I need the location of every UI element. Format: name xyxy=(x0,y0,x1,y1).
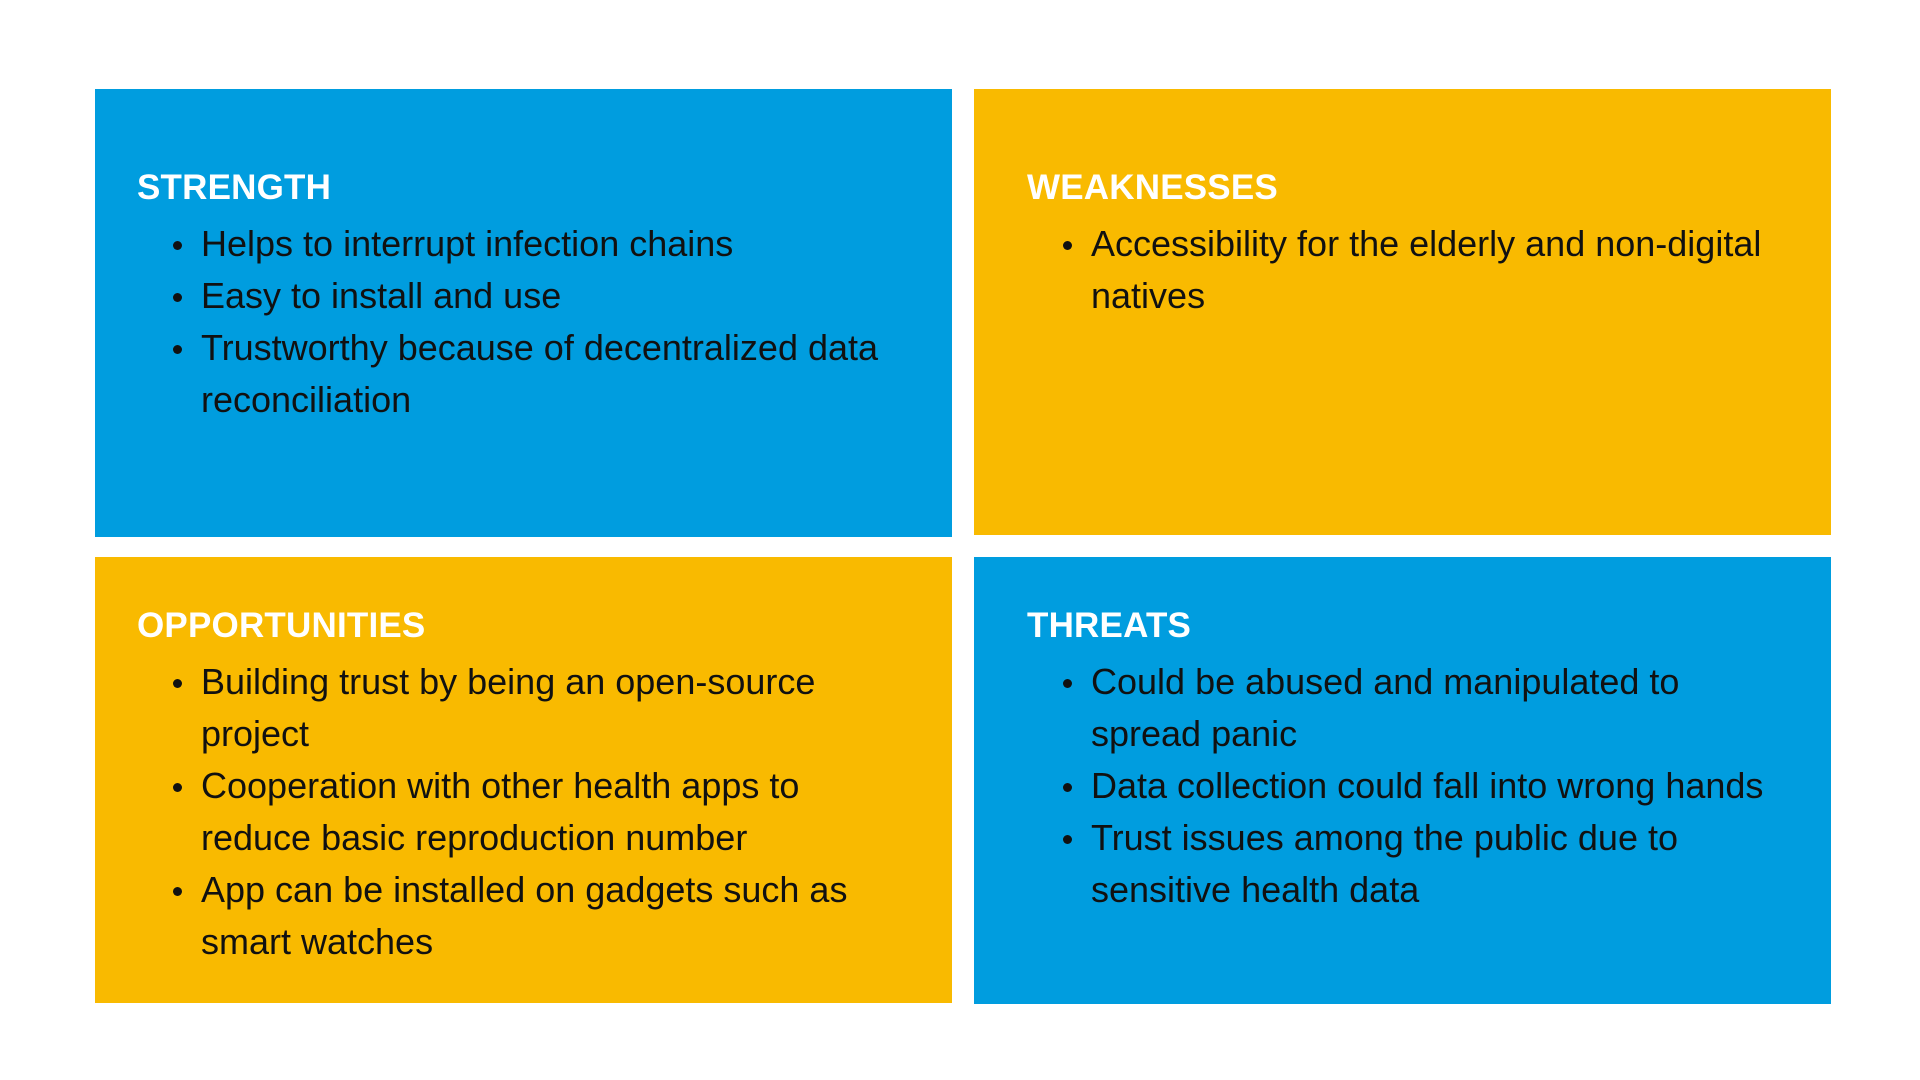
strength-item: Easy to install and use xyxy=(137,270,912,322)
threats-list xyxy=(1027,656,1791,916)
threats-quadrant xyxy=(974,557,1831,1004)
weaknesses-quadrant xyxy=(974,89,1831,535)
strength-item: Helps to interrupt infection chains xyxy=(137,218,912,270)
threats-item: Data collection could fall into wrong hands xyxy=(1027,760,1791,812)
opportunities-list xyxy=(137,656,912,968)
threats-item: Could be abused and manipulated to spread panic xyxy=(1027,656,1791,760)
weaknesses-list xyxy=(1027,218,1791,322)
opportunities-title: OPPORTUNITIES xyxy=(137,606,426,645)
opportunities-item: App can be installed on gadgets such as smart watches xyxy=(137,864,912,968)
strength-title: STRENGTH xyxy=(137,168,332,207)
strength-quadrant xyxy=(95,89,952,537)
threats-title: THREATS xyxy=(1027,606,1192,645)
threats-item: Trust issues among the public due to sensitive health data xyxy=(1027,812,1791,916)
weaknesses-title: WEAKNESSES xyxy=(1027,168,1278,207)
strength-list xyxy=(137,218,912,426)
opportunities-quadrant xyxy=(95,557,952,1003)
weaknesses-item: Accessibility for the elderly and non-digital natives xyxy=(1027,218,1791,322)
opportunities-item: Building trust by being an open-source project xyxy=(137,656,912,760)
strength-item: Trustworthy because of decentralized data reconciliation xyxy=(137,322,912,426)
opportunities-item: Cooperation with other health apps to reduce basic reproduction number xyxy=(137,760,912,864)
